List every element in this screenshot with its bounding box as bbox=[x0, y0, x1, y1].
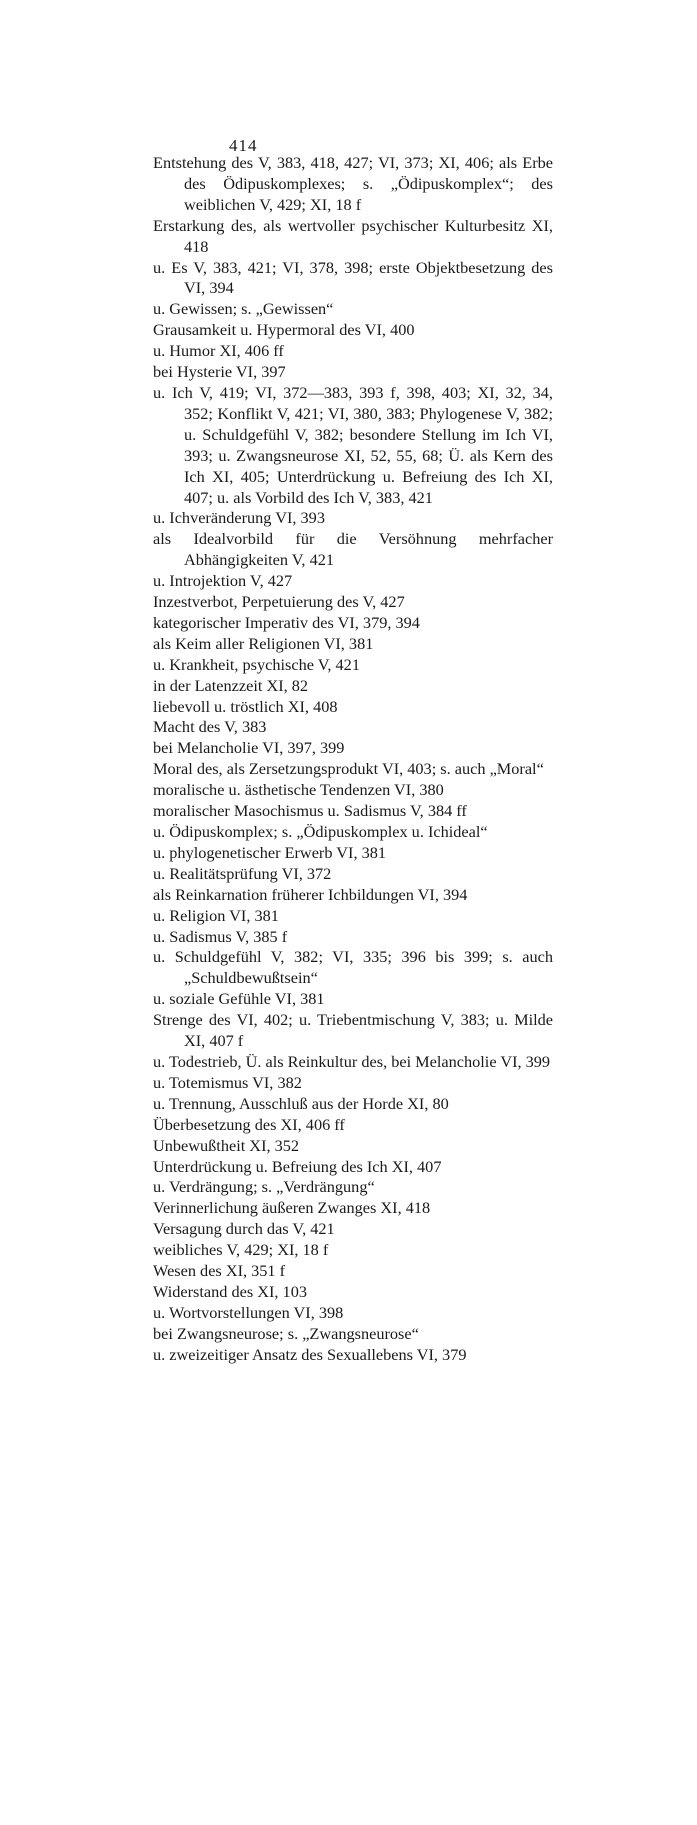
index-entry: u. phylogenetischer Erwerb VI, 381 bbox=[153, 842, 387, 862]
index-entry: Wesen des XI, 351 f bbox=[153, 1261, 286, 1281]
index-entry: u. Schuldgefühl V, 382; VI, 335; 396 bis 399; s. auch „Schuldbewußtsein“ bbox=[153, 947, 553, 988]
index-entry: Strenge des VI, 402; u. Triebentmischung V, 383; u. Milde XI, 407 f bbox=[153, 1010, 553, 1051]
index-entry: u. soziale Gefühle VI, 381 bbox=[153, 989, 325, 1009]
index-entry: u. Ichveränderung VI, 393 bbox=[153, 508, 325, 528]
index-entry: Entstehung des V, 383, 418, 427; VI, 373; XI, 406; als Erbe des Ödipuskomplexes; s. „Ödipuskomplex“; des weiblichen V, 429; XI, 18 f bbox=[153, 153, 553, 214]
index-entry: Moral des, als Zersetzungsprodukt VI, 403; s. auch „Moral“ bbox=[153, 759, 544, 779]
index-entry: Überbesetzung des XI, 406 ff bbox=[153, 1114, 345, 1134]
index-entry: u. Gewissen; s. „Gewissen“ bbox=[153, 299, 334, 319]
index-entry: u. zweizeitiger Ansatz des Sexuallebens VI, 379 bbox=[153, 1344, 467, 1364]
index-entry: als Idealvorbild für die Versöhnung mehrfacher Abhängigkeiten V, 421 bbox=[153, 529, 553, 570]
index-entry: u. Humor XI, 406 ff bbox=[153, 341, 284, 361]
index-entry: u. Wortvorstellungen VI, 398 bbox=[153, 1302, 344, 1322]
index-entry: Widerstand des XI, 103 bbox=[153, 1281, 307, 1301]
index-entry: Macht des V, 383 bbox=[153, 717, 267, 737]
index-entry: u. Totemismus VI, 382 bbox=[153, 1072, 302, 1092]
index-entry: als Keim aller Religionen VI, 381 bbox=[153, 633, 374, 653]
index-entry: u. Es V, 383, 421; VI, 378, 398; erste Objektbesetzung des VI, 394 bbox=[153, 257, 553, 298]
index-entry: u. Ödipuskomplex; s. „Ödipuskomplex u. Ichideal“ bbox=[153, 822, 488, 841]
index-entry: Erstarkung des, als wertvoller psychischer Kulturbesitz XI, 418 bbox=[153, 215, 553, 256]
index-entry: u. Introjektion V, 427 bbox=[153, 571, 293, 591]
index-entries bbox=[153, 153, 553, 1366]
index-entry: u. Religion VI, 381 bbox=[153, 905, 279, 925]
index-entry: bei Melancholie VI, 397, 399 bbox=[153, 738, 345, 758]
index-entry: bei Zwangsneurose; s. „Zwangsneurose“ bbox=[153, 1323, 419, 1343]
index-entry: moralische u. ästhetische Tendenzen VI, 380 bbox=[153, 780, 444, 800]
index-entry: Unterdrückung u. Befreiung des Ich XI, 407 bbox=[153, 1156, 442, 1176]
page-number: 414 bbox=[229, 136, 258, 155]
index-entry: u. Krankheit, psychische V, 421 bbox=[153, 654, 360, 674]
index-entry: Unbewußtheit XI, 352 bbox=[153, 1135, 300, 1155]
index-entry: als Reinkarnation früherer Ichbildungen VI, 394 bbox=[153, 884, 468, 904]
index-entry: kategorischer Imperativ des VI, 379, 394 bbox=[153, 612, 420, 632]
index-entry: u. Sadismus V, 385 f bbox=[153, 926, 288, 946]
index-entry: liebevoll u. tröstlich XI, 408 bbox=[153, 696, 338, 716]
index-entry: weibliches V, 429; XI, 18 f bbox=[153, 1240, 329, 1260]
index-entry: Inzestverbot, Perpetuierung des V, 427 bbox=[153, 592, 405, 612]
index-entry: u. Realitätsprüfung VI, 372 bbox=[153, 863, 332, 883]
index-entry: u. Ich V, 419; VI, 372—383, 393 f, 398, 403; XI, 32, 34, 352; Konflikt V, 421; VI, 380, 383; Phylogenese V, 382; u. Schuldgefühl V, 382; besondere Stellung im Ich VI, 393; u. Zwangsneurose XI, 52, 55, 68; Ü. als Kern des Ich XI, 405; Unterdrückung u. Befreiung des Ich XI, 407; u. als Vorbild des Ich V, 383, 421 bbox=[153, 382, 553, 507]
index-entry: moralischer Masochismus u. Sadismus V, 384 ff bbox=[153, 801, 467, 821]
index-entry: u. Trennung, Ausschluß aus der Horde XI, 80 bbox=[153, 1093, 449, 1113]
index-entry: u. Todestrieb, Ü. als Reinkultur des, bei Melancholie VI, 399 bbox=[153, 1051, 551, 1071]
index-entry: in der Latenzzeit XI, 82 bbox=[153, 675, 309, 695]
index-entry: Grausamkeit u. Hypermoral des VI, 400 bbox=[153, 320, 415, 340]
index-entry: Verinnerlichung äußeren Zwanges XI, 418 bbox=[153, 1198, 431, 1218]
index-entry: bei Hysterie VI, 397 bbox=[153, 362, 286, 382]
index-entry: Versagung durch das V, 421 bbox=[153, 1219, 335, 1239]
index-entry: u. Verdrängung; s. „Verdrängung“ bbox=[153, 1177, 375, 1197]
